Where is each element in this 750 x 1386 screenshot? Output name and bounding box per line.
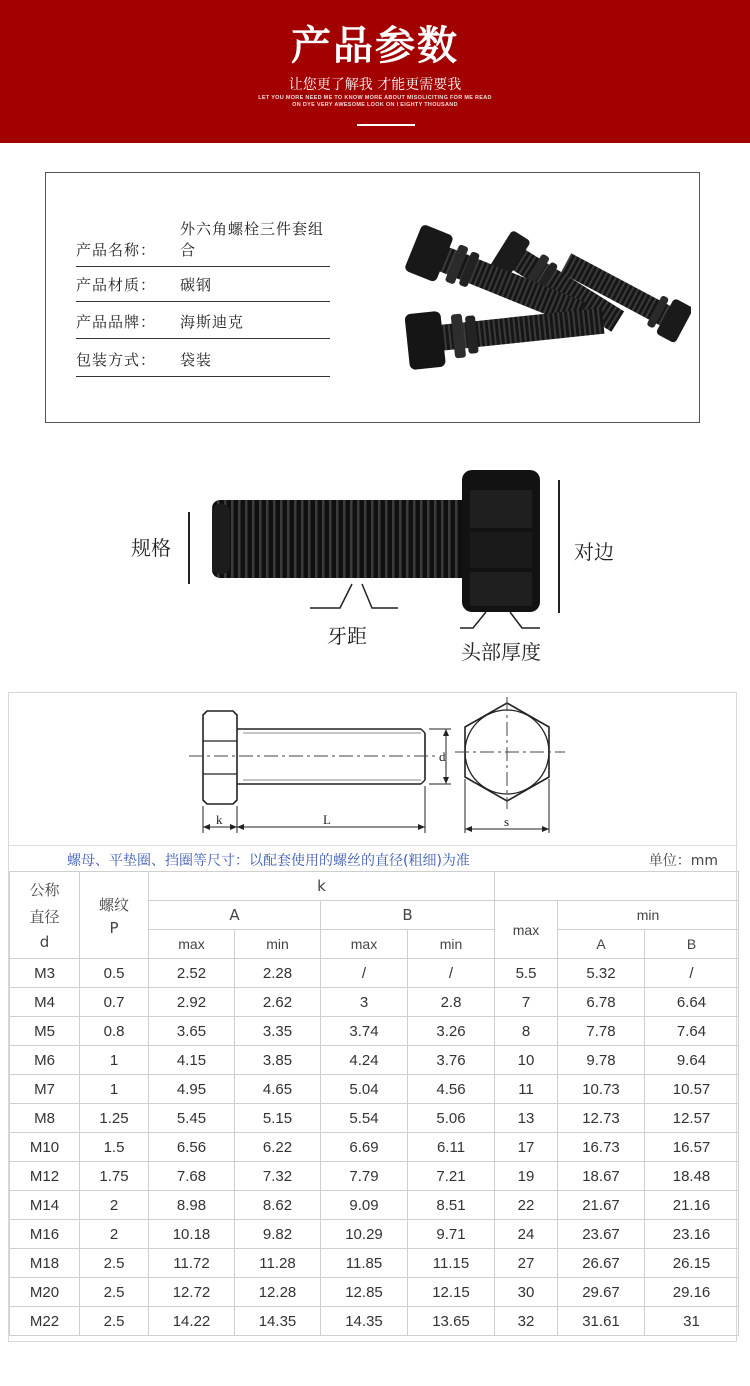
cell-k-a-max: 4.95 (149, 1075, 235, 1104)
cell-s-min-a: 31.61 (558, 1307, 645, 1336)
cell-s-min-a: 16.73 (558, 1133, 645, 1162)
cell-k-b-min: 4.56 (408, 1075, 495, 1104)
cell-s-min-a: 18.67 (558, 1162, 645, 1191)
cell-s-min-b: 12.57 (645, 1104, 739, 1133)
cell-k-b-min: 3.26 (408, 1017, 495, 1046)
info-value: 海斯迪克 (180, 313, 245, 331)
header-diameter-line-1: 公称 (29, 881, 60, 899)
cell-s-max: 11 (495, 1075, 558, 1104)
spec-table-body (10, 959, 739, 1336)
cell-pitch: 1.25 (80, 1104, 149, 1133)
cell-s-min-b: 29.16 (645, 1278, 739, 1307)
cell-k-b-max: / (321, 959, 408, 988)
drawing-k-label: k (216, 812, 223, 827)
cell-k-a-max: 4.15 (149, 1046, 235, 1075)
cell-s-min-b: 7.64 (645, 1017, 739, 1046)
cell-pitch: 0.7 (80, 988, 149, 1017)
cell-s-max: 17 (495, 1133, 558, 1162)
header-pitch-line-2: P (109, 918, 119, 937)
cell-s-max: 13 (495, 1104, 558, 1133)
cell-s-min-a: 9.78 (558, 1046, 645, 1075)
cell-k-b-max: 11.85 (321, 1249, 408, 1278)
table-row (10, 1133, 739, 1162)
cell-k-b-max: 7.79 (321, 1162, 408, 1191)
table-row (10, 1278, 739, 1307)
table-row (10, 1307, 739, 1336)
cell-k-a-min: 2.28 (235, 959, 321, 988)
cell-s-max: 5.5 (495, 959, 558, 988)
cell-k-b-max: 4.24 (321, 1046, 408, 1075)
table-row (10, 1191, 739, 1220)
across-flats-label: 对边 (574, 540, 614, 564)
info-key: 产品品牌： (76, 313, 157, 331)
cell-diameter: M14 (10, 1191, 80, 1220)
pitch-label: 牙距 (327, 624, 367, 648)
table-row (10, 1104, 739, 1133)
header-k-a-max: max (149, 930, 235, 959)
bolt-illustration (0, 460, 750, 670)
info-key: 包装方式： (76, 351, 157, 369)
cell-diameter: M3 (10, 959, 80, 988)
cell-s-max: 32 (495, 1307, 558, 1336)
table-row (10, 1017, 739, 1046)
cell-s-min-b: 21.16 (645, 1191, 739, 1220)
info-row-brand (76, 309, 330, 339)
info-row-material (76, 272, 330, 302)
cell-k-a-min: 12.28 (235, 1278, 321, 1307)
spec-table (9, 871, 739, 1336)
drawing-l-label: L (323, 812, 331, 827)
cell-s-min-b: 23.16 (645, 1220, 739, 1249)
cell-k-b-min: 7.21 (408, 1162, 495, 1191)
header-diameter (10, 872, 80, 959)
cell-k-a-max: 7.68 (149, 1162, 235, 1191)
spec-section (8, 692, 737, 1342)
cell-k-a-min: 14.35 (235, 1307, 321, 1336)
cell-k-b-max: 5.54 (321, 1104, 408, 1133)
cell-k-a-max: 14.22 (149, 1307, 235, 1336)
cell-k-b-min: / (408, 959, 495, 988)
header-s-min-a: A (558, 930, 645, 959)
cell-s-max: 22 (495, 1191, 558, 1220)
cell-k-b-max: 12.85 (321, 1278, 408, 1307)
product-photo (401, 203, 691, 398)
banner-english-line-1: LET YOU MORE NEED ME TO KNOW MORE ABOUT MISOLICITING FOR ME READ (258, 95, 492, 101)
cell-s-min-b: 18.48 (645, 1162, 739, 1191)
drawing-d-label: d (439, 749, 446, 764)
cell-k-b-min: 6.11 (408, 1133, 495, 1162)
header-pitch-line-1: 螺纹 (98, 895, 129, 914)
cell-k-b-max: 3.74 (321, 1017, 408, 1046)
cell-s-min-a: 26.67 (558, 1249, 645, 1278)
cell-k-a-max: 8.98 (149, 1191, 235, 1220)
cell-k-a-max: 2.92 (149, 988, 235, 1017)
spec-label: 规格 (131, 536, 171, 560)
cell-k-a-min: 7.32 (235, 1162, 321, 1191)
cell-k-a-min: 8.62 (235, 1191, 321, 1220)
cell-s-max: 27 (495, 1249, 558, 1278)
header-s-min: min (558, 901, 739, 930)
cell-k-b-min: 12.15 (408, 1278, 495, 1307)
cell-s-min-b: 9.64 (645, 1046, 739, 1075)
cell-pitch: 1 (80, 1075, 149, 1104)
cell-diameter: M10 (10, 1133, 80, 1162)
cell-s-max: 19 (495, 1162, 558, 1191)
header-k-b-min: min (408, 930, 495, 959)
cell-k-a-min: 9.82 (235, 1220, 321, 1249)
table-row (10, 1220, 739, 1249)
cell-k-a-min: 5.15 (235, 1104, 321, 1133)
cell-k-b-min: 8.51 (408, 1191, 495, 1220)
cell-s-max: 7 (495, 988, 558, 1017)
cell-pitch: 0.8 (80, 1017, 149, 1046)
cell-s-max: 8 (495, 1017, 558, 1046)
header-k-a: A (149, 901, 321, 930)
cell-k-b-min: 2.8 (408, 988, 495, 1017)
cell-k-b-max: 6.69 (321, 1133, 408, 1162)
cell-k-b-min: 3.76 (408, 1046, 495, 1075)
bolt-dimension-diagram (0, 460, 750, 670)
cell-s-max: 24 (495, 1220, 558, 1249)
cell-k-a-max: 6.56 (149, 1133, 235, 1162)
cell-k-a-max: 3.65 (149, 1017, 235, 1046)
page-title: 产品参数 (291, 23, 459, 69)
cell-k-b-min: 13.65 (408, 1307, 495, 1336)
cell-k-b-max: 9.09 (321, 1191, 408, 1220)
cell-pitch: 2.5 (80, 1278, 149, 1307)
cell-diameter: M12 (10, 1162, 80, 1191)
cell-s-max: 30 (495, 1278, 558, 1307)
cell-diameter: M4 (10, 988, 80, 1017)
cell-k-b-min: 5.06 (408, 1104, 495, 1133)
cell-k-a-max: 12.72 (149, 1278, 235, 1307)
product-info-box (45, 172, 700, 423)
cell-s-min-a: 5.32 (558, 959, 645, 988)
cell-s-min-b: 10.57 (645, 1075, 739, 1104)
table-row (10, 1046, 739, 1075)
cell-diameter: M22 (10, 1307, 80, 1336)
cell-diameter: M6 (10, 1046, 80, 1075)
cell-diameter: M18 (10, 1249, 80, 1278)
cell-pitch: 1 (80, 1046, 149, 1075)
head-height-label: 头部厚度 (461, 640, 541, 664)
info-row-packaging (76, 347, 330, 377)
table-row (10, 1249, 739, 1278)
cell-k-a-max: 10.18 (149, 1220, 235, 1249)
cell-k-b-max: 3 (321, 988, 408, 1017)
cell-k-b-min: 11.15 (408, 1249, 495, 1278)
info-key: 产品材质： (76, 276, 157, 294)
cell-s-min-a: 6.78 (558, 988, 645, 1017)
cell-s-min-a: 10.73 (558, 1075, 645, 1104)
table-row (10, 988, 739, 1017)
cell-s-max: 10 (495, 1046, 558, 1075)
cell-s-min-a: 29.67 (558, 1278, 645, 1307)
header-banner (0, 0, 750, 143)
info-row-name (76, 220, 330, 267)
cell-s-min-b: 16.57 (645, 1133, 739, 1162)
technical-drawing (9, 693, 738, 845)
header-s-max: max (495, 901, 558, 959)
unit-label: 单位：mm (648, 853, 718, 869)
cell-pitch: 2.5 (80, 1249, 149, 1278)
header-diameter-line-3: d (39, 933, 50, 951)
header-k: k (149, 872, 495, 901)
cell-k-a-min: 6.22 (235, 1133, 321, 1162)
cell-k-a-min: 11.28 (235, 1249, 321, 1278)
header-s-blank (495, 872, 739, 901)
table-row (10, 959, 739, 988)
banner-divider (357, 124, 415, 126)
cell-s-min-b: 31 (645, 1307, 739, 1336)
info-value: 袋装 (180, 351, 213, 369)
cell-pitch: 1.5 (80, 1133, 149, 1162)
cell-diameter: M20 (10, 1278, 80, 1307)
cell-k-a-min: 3.85 (235, 1046, 321, 1075)
cell-s-min-a: 12.73 (558, 1104, 645, 1133)
cell-pitch: 1.75 (80, 1162, 149, 1191)
header-k-b-max: max (321, 930, 408, 959)
cell-s-min-a: 23.67 (558, 1220, 645, 1249)
table-row (10, 1162, 739, 1191)
drawing-s-label: s (504, 814, 510, 829)
cell-s-min-b: / (645, 959, 739, 988)
cell-k-a-max: 11.72 (149, 1249, 235, 1278)
cell-diameter: M5 (10, 1017, 80, 1046)
cell-pitch: 0.5 (80, 959, 149, 988)
table-note-row (9, 845, 738, 871)
cell-s-min-b: 6.64 (645, 988, 739, 1017)
cell-pitch: 2.5 (80, 1307, 149, 1336)
header-s-min-b: B (645, 930, 739, 959)
cell-k-a-max: 5.45 (149, 1104, 235, 1133)
cell-k-a-min: 4.65 (235, 1075, 321, 1104)
banner-subtitle: 让您更了解我 才能更需要我 (288, 77, 462, 93)
cell-k-b-max: 10.29 (321, 1220, 408, 1249)
header-diameter-line-2: 直径 (29, 908, 60, 926)
cell-pitch: 2 (80, 1220, 149, 1249)
table-row (10, 1075, 739, 1104)
banner-english-line-2: ON DYE VERY AWESOME LOOK ON I EIGHTY THOUSAND (292, 102, 458, 108)
cell-diameter: M7 (10, 1075, 80, 1104)
cell-k-a-min: 3.35 (235, 1017, 321, 1046)
info-key: 产品名称： (76, 241, 157, 259)
cell-k-a-min: 2.62 (235, 988, 321, 1017)
cell-diameter: M16 (10, 1220, 80, 1249)
cell-s-min-a: 21.67 (558, 1191, 645, 1220)
header-pitch (80, 872, 149, 959)
cell-pitch: 2 (80, 1191, 149, 1220)
cell-s-min-b: 26.15 (645, 1249, 739, 1278)
info-value: 碳钢 (180, 276, 213, 294)
header-k-b: B (321, 901, 495, 930)
cell-k-b-max: 14.35 (321, 1307, 408, 1336)
cell-diameter: M8 (10, 1104, 80, 1133)
cell-s-min-a: 7.78 (558, 1017, 645, 1046)
info-value: 外六角螺栓三件套组合 (180, 220, 325, 259)
cell-k-b-max: 5.04 (321, 1075, 408, 1104)
table-note: 螺母、平垫圈、挡圈等尺寸：以配套使用的螺丝的直径(粗细)为准 (67, 853, 470, 869)
cell-k-b-min: 9.71 (408, 1220, 495, 1249)
cell-k-a-max: 2.52 (149, 959, 235, 988)
header-k-a-min: min (235, 930, 321, 959)
